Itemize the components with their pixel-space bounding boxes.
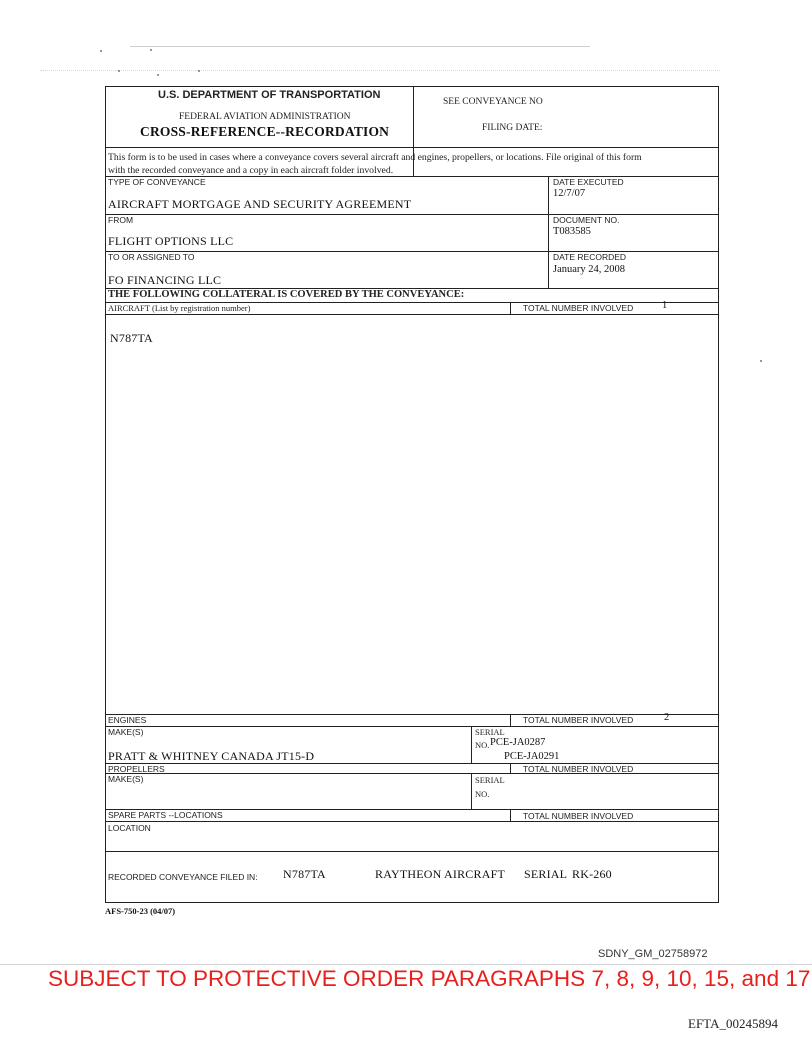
scan-speck xyxy=(157,74,159,76)
propellers-serial-label: SERIAL xyxy=(475,775,505,785)
scan-speck xyxy=(150,49,152,51)
date-executed-value: 12/7/07 xyxy=(553,188,586,199)
engines-serial-1: PCE-JA0287 xyxy=(490,737,546,748)
scan-speck xyxy=(198,70,200,72)
total-box-divider xyxy=(510,809,511,821)
document-no-value: T083585 xyxy=(553,226,591,237)
recorded-serial-label: SERIAL xyxy=(524,867,568,881)
scan-speck xyxy=(760,360,762,362)
to-or-assigned-value: FO FINANCING LLC xyxy=(108,273,222,287)
spare-parts-label: SPARE PARTS --LOCATIONS xyxy=(108,810,223,820)
date-recorded-label: DATE RECORDED xyxy=(553,252,627,262)
divider xyxy=(106,773,718,774)
scan-artifact-line xyxy=(130,46,590,47)
recorded-conveyance-label: RECORDED CONVEYANCE FILED IN: xyxy=(108,872,258,882)
total-box-divider xyxy=(510,714,511,726)
date-recorded-value: January 24, 2008 xyxy=(553,264,626,275)
bates-number: SDNY_GM_02758972 xyxy=(598,948,708,960)
efta-number: EFTA_00245894 xyxy=(688,1016,778,1031)
scan-speck xyxy=(100,50,102,52)
location-label: LOCATION xyxy=(108,823,151,833)
date-executed-label: DATE EXECUTED xyxy=(553,177,624,187)
divider xyxy=(106,821,718,822)
divider xyxy=(106,851,718,852)
divider xyxy=(106,147,718,148)
form-title: CROSS-REFERENCE--RECORDATION xyxy=(140,124,390,139)
right-column-divider xyxy=(548,176,549,288)
collateral-heading: THE FOLLOWING COLLATERAL IS COVERED BY THE CONVEYANCE: xyxy=(108,289,465,300)
engines-makes-label: MAKE(S) xyxy=(108,727,144,737)
engines-total-value: 2 xyxy=(664,712,670,723)
scan-artifact-line xyxy=(40,70,720,71)
to-or-assigned-label: TO OR ASSIGNED TO xyxy=(108,252,195,262)
instructions-line-1: This form is to be used in cases where a conveyance covers several aircraft and engines, propellers, or locations. File original of this form xyxy=(108,152,642,163)
engines-serial-no-label: NO. xyxy=(475,740,490,750)
divider xyxy=(106,726,718,727)
see-conveyance-label: SEE CONVEYANCE NO xyxy=(443,97,543,107)
form-number: AFS-750-23 (04/07) xyxy=(105,906,176,916)
engines-serial-2: PCE-JA0291 xyxy=(504,751,560,762)
protective-order-notice: SUBJECT TO PROTECTIVE ORDER PARAGRAPHS 7, 8, 9, 10, 15, and 17 xyxy=(48,966,811,991)
total-box-divider xyxy=(510,302,511,314)
aircraft-total-label: TOTAL NUMBER INVOLVED xyxy=(523,303,634,313)
divider xyxy=(106,314,718,315)
footer-rule xyxy=(0,964,812,965)
from-label: FROM xyxy=(108,215,134,225)
propellers-makes-label: MAKE(S) xyxy=(108,774,144,784)
agency-name: FEDERAL AVIATION ADMINISTRATION xyxy=(179,112,351,122)
aircraft-total-value: 1 xyxy=(662,300,668,311)
recorded-registration: N787TA xyxy=(283,867,326,881)
engines-makes-value: PRATT & WHITNEY CANADA JT15-D xyxy=(108,749,315,763)
type-of-conveyance-label: TYPE OF CONVEYANCE xyxy=(108,177,206,187)
filing-date-label: FILING DATE: xyxy=(482,123,543,133)
serial-divider xyxy=(471,726,472,763)
aircraft-registration-item: N787TA xyxy=(110,331,153,345)
spare-parts-total-label: TOTAL NUMBER INVOLVED xyxy=(523,811,634,821)
recorded-manufacturer: RAYTHEON AIRCRAFT xyxy=(375,867,505,881)
from-value: FLIGHT OPTIONS LLC xyxy=(108,234,234,248)
propellers-label: PROPELLERS xyxy=(108,764,165,774)
aircraft-label: AIRCRAFT (List by registration number) xyxy=(108,303,251,313)
engines-serial-label: SERIAL xyxy=(475,727,505,737)
engines-label: ENGINES xyxy=(108,715,147,725)
recorded-serial-value: RK-260 xyxy=(572,867,612,881)
engines-total-label: TOTAL NUMBER INVOLVED xyxy=(523,715,634,725)
type-of-conveyance-value: AIRCRAFT MORTGAGE AND SECURITY AGREEMENT xyxy=(108,197,412,211)
divider xyxy=(106,251,718,252)
document-no-label: DOCUMENT NO. xyxy=(553,215,620,225)
instructions-line-2: with the recorded conveyance and a copy in each aircraft folder involved. xyxy=(108,165,394,176)
department-title: U.S. DEPARTMENT OF TRANSPORTATION xyxy=(158,89,381,101)
total-box-divider xyxy=(510,763,511,773)
scan-speck xyxy=(118,70,120,72)
propellers-total-label: TOTAL NUMBER INVOLVED xyxy=(523,764,634,774)
cross-reference-form xyxy=(105,86,719,903)
divider xyxy=(106,214,718,215)
propellers-serial-no-label: NO. xyxy=(475,789,490,799)
serial-divider xyxy=(471,773,472,809)
